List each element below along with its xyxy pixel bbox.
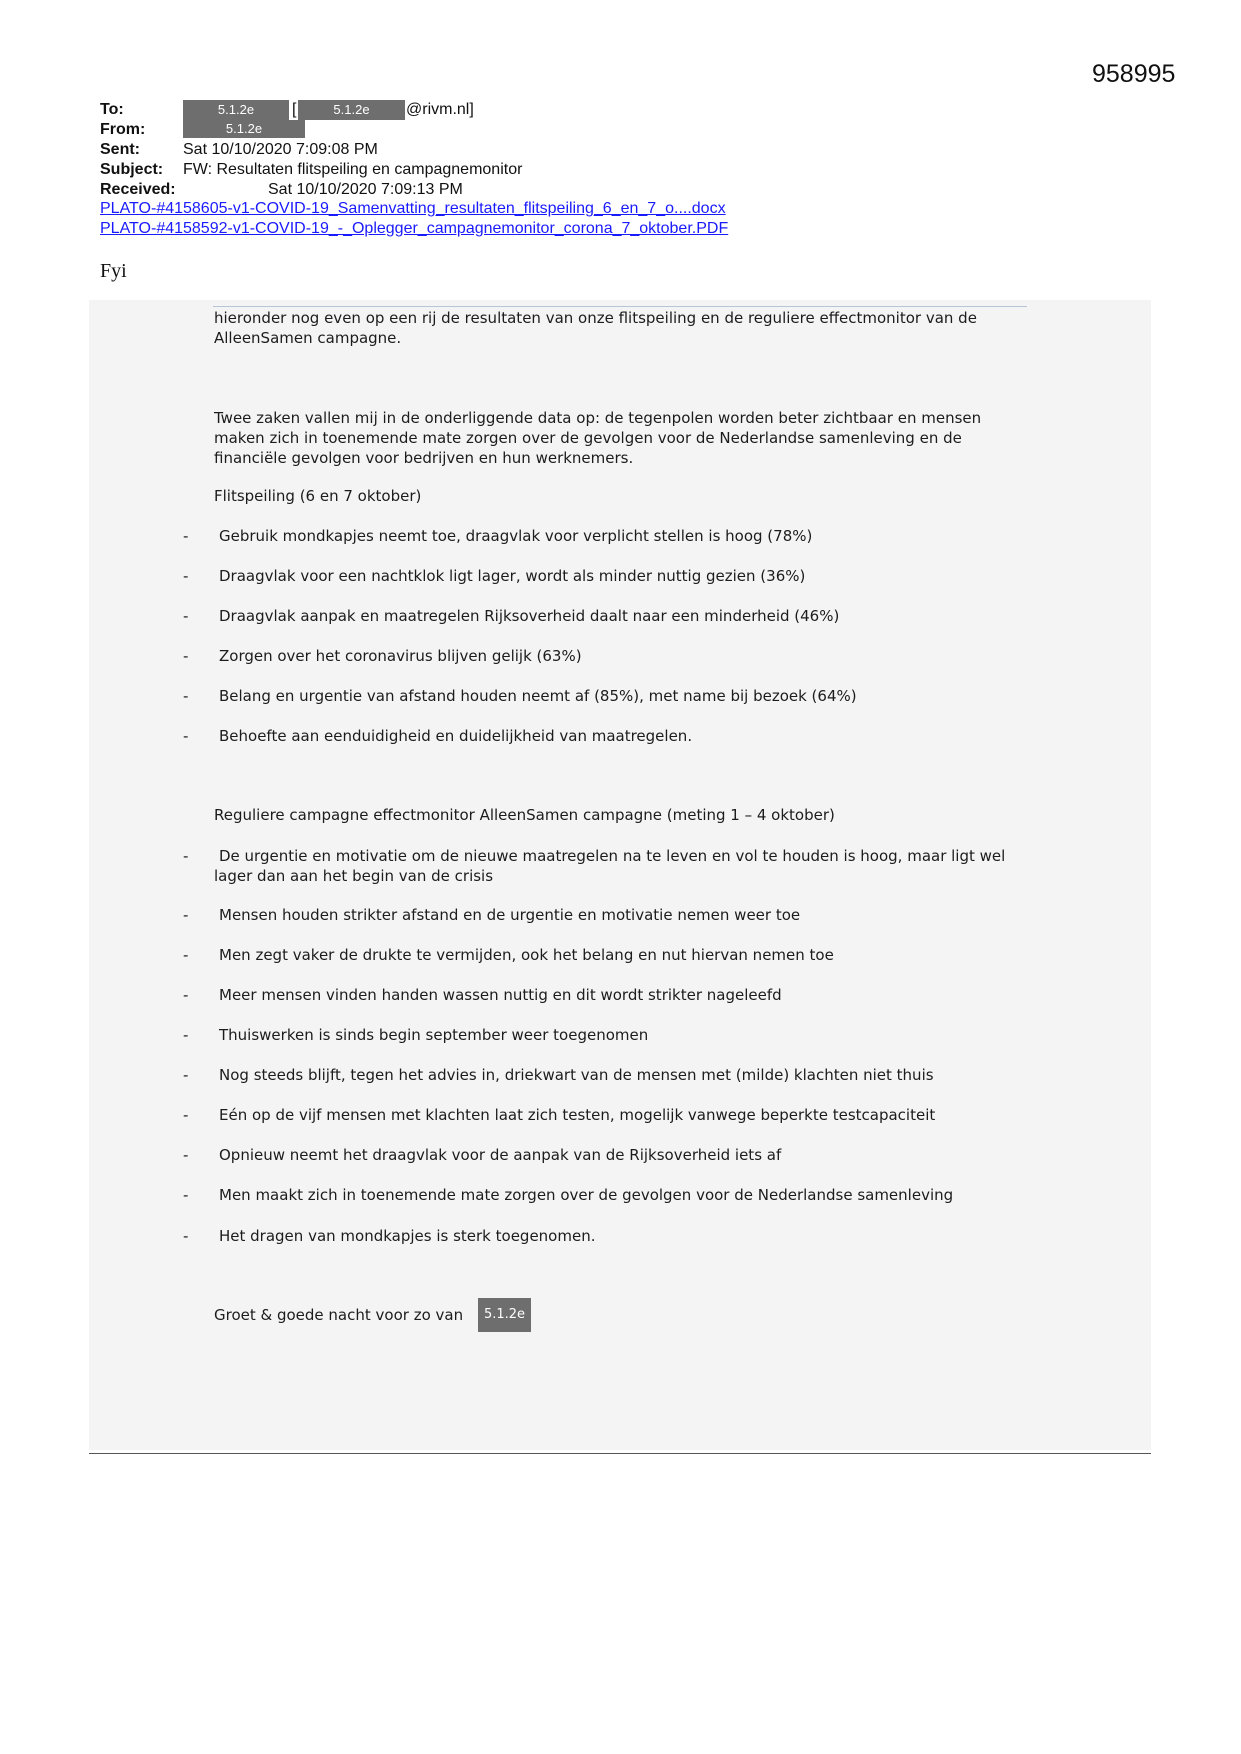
section-title-flitspeiling: Flitspeiling (6 en 7 oktober) [214,487,422,505]
redacted-recipient-address: 5.1.2e [298,100,405,120]
list-item: Eén op de vijf mensen met klachten laat zich testen, mogelijk vanwege beperkte testcapaciteit [219,1106,936,1124]
list-bullet: - [183,1026,189,1044]
list-item: Men zegt vaker de drukte te vermijden, ook het belang en nut hiervan nemen toe [219,946,834,964]
list-bullet: - [183,847,189,865]
list-item: De urgentie en motivatie om de nieuwe maatregelen na te leven en vol te houden is hoog, maar ligt wel lager dan aan het begin van de crisis [214,847,1006,885]
list-bullet: - [183,687,189,705]
list-bullet: - [183,1186,189,1204]
list-bullet: - [183,986,189,1004]
list-item: Men maakt zich in toenemende mate zorgen over de gevolgen voor de Nederlandse samenleving [219,1186,954,1204]
list-bullet: - [183,527,189,545]
list-bullet: - [183,607,189,625]
redacted-recipient-name: 5.1.2e [183,100,289,120]
redacted-sender: 5.1.2e [183,120,305,138]
list-bullet: - [183,1106,189,1124]
list-item: Draagvlak voor een nachtklok ligt lager, wordt als minder nuttig gezien (36%) [219,567,806,585]
section-title-effectmonitor: Reguliere campagne effectmonitor AlleenSamen campagne (meting 1 – 4 oktober) [214,806,835,824]
list-bullet: - [183,946,189,964]
list-item: Mensen houden strikter afstand en de urgentie en motivatie nemen weer toe [219,906,801,924]
received-label: Received: [100,181,176,198]
page-divider [89,1453,1151,1454]
to-domain: @rivm.nl] [406,101,474,118]
closing-line: Groet & goede nacht voor zo van [214,1306,464,1324]
list-item: Belang en urgentie van afstand houden neemt af (85%), met name bij bezoek (64%) [219,687,857,705]
list-item: Nog steeds blijft, tegen het advies in, driekwart van de mensen met (milde) klachten niet thuis [219,1066,934,1084]
list-item: Meer mensen vinden handen wassen nuttig en dit wordt strikter nageleefd [219,986,782,1004]
to-bracket: [ [292,101,297,118]
observation-paragraph: Twee zaken vallen mij in de onderliggende data op: de tegenpolen worden beter zichtbaar en mensen maken zich in toenemende mate zorgen over de gevolgen voor de Nederlandse samenleving en de financiële gevolgen voor bedrijven en hun werknemers. [214,409,982,467]
attachment-link[interactable]: PLATO-#4158605-v1-COVID-19_Samenvatting_resultaten_flitspeiling_6_en_7_o....docx [100,200,726,217]
list-item: Het dragen van mondkapjes is sterk toegenomen. [219,1227,596,1245]
sent-label: Sent: [100,141,140,158]
list-bullet: - [183,1066,189,1084]
subject-label: Subject: [100,161,164,178]
list-bullet: - [183,1146,189,1164]
list-item: Zorgen over het coronavirus blijven gelijk (63%) [219,647,582,665]
list-bullet: - [183,906,189,924]
list-item: Draagvlak aanpak en maatregelen Rijksoverheid daalt naar een minderheid (46%) [219,607,840,625]
to-label: To: [100,101,124,118]
list-item: Gebruik mondkapjes neemt toe, draagvlak voor verplicht stellen is hoog (78%) [219,527,813,545]
quoted-message-divider [213,306,1027,307]
list-bullet: - [183,1227,189,1245]
list-item: Opnieuw neemt het draagvlak voor de aanpak van de Rijksoverheid iets af [219,1146,782,1164]
list-item: Behoefte aan eenduidigheid en duidelijkheid van maatregelen. [219,727,693,745]
from-label: From: [100,121,146,138]
subject-value: FW: Resultaten flitspeiling en campagnemonitor [183,161,523,178]
redacted-signature: 5.1.2e [478,1298,531,1332]
intro-paragraph: hieronder nog even op een rij de resultaten van onze flitspeiling en de reguliere effectmonitor van de AlleenSamen campagne. [214,309,977,347]
list-bullet: - [183,727,189,745]
list-item: Thuiswerken is sinds begin september weer toegenomen [219,1026,649,1044]
list-bullet: - [183,647,189,665]
received-value: Sat 10/10/2020 7:09:13 PM [268,181,463,198]
sent-value: Sat 10/10/2020 7:09:08 PM [183,141,378,158]
fyi-note: Fyi [100,260,127,282]
attachment-link[interactable]: PLATO-#4158592-v1-COVID-19_-_Oplegger_campagnemonitor_corona_7_oktober.PDF [100,220,729,237]
list-bullet: - [183,567,189,585]
document-number: 958995 [1092,60,1176,88]
